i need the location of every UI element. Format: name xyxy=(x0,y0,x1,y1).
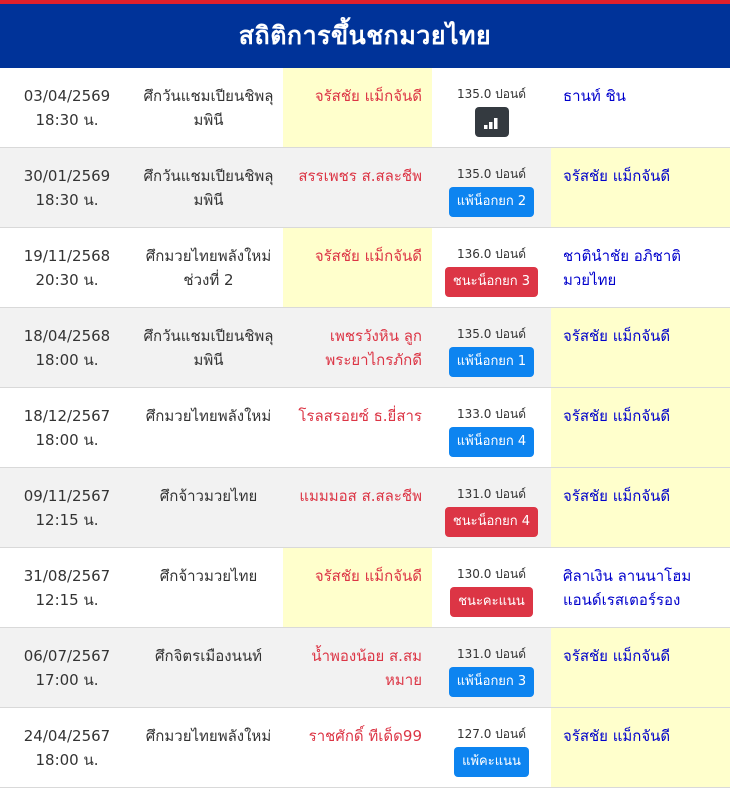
fight-date: 31/08/2567 xyxy=(23,567,111,585)
weight-label: 133.0 ปอนด์ xyxy=(457,407,526,421)
red-corner-fighter[interactable]: สรรเพชร ส.สละชีพ xyxy=(298,167,422,185)
fight-row xyxy=(0,708,730,788)
fight-date: 19/11/2568 xyxy=(23,247,111,265)
fight-row xyxy=(0,308,730,388)
weight-label: 130.0 ปอนด์ xyxy=(457,567,526,581)
fight-date: 03/04/2569 xyxy=(23,87,111,105)
fight-date-cell xyxy=(0,388,134,467)
fight-time: 18:00 น. xyxy=(35,431,99,449)
weight-label: 127.0 ปอนด์ xyxy=(457,727,526,741)
fight-date-cell xyxy=(0,228,134,307)
fight-time: 18:30 น. xyxy=(35,111,99,129)
event-name: ศึกจ้าวมวยไทย xyxy=(159,567,258,585)
result-badge: ชนะคะแนน xyxy=(450,587,533,617)
result-cell xyxy=(432,468,551,547)
red-corner-fighter[interactable]: จรัสชัย แม็กจันดี xyxy=(283,548,432,627)
red-corner-fighter[interactable]: เพชรวังหิน ลูกพระยาไกรภักดี xyxy=(325,327,422,369)
result-badge: ชนะน็อกยก 4 xyxy=(445,507,538,537)
fight-row xyxy=(0,68,730,148)
weight-label: 136.0 ปอนด์ xyxy=(457,247,526,261)
blue-corner-fighter[interactable]: จรัสชัย แม็กจันดี xyxy=(551,388,730,467)
event-name: ศึกวันแชมเปียนชิพลุมพินี xyxy=(143,167,274,209)
blue-corner-fighter[interactable]: จรัสชัย แม็กจันดี xyxy=(551,308,730,387)
result-badge: ชนะน็อกยก 3 xyxy=(445,267,538,297)
event-name: ศึกวันแชมเปียนชิพลุมพินี xyxy=(143,327,274,369)
stats-button[interactable] xyxy=(475,107,509,137)
fight-time: 17:00 น. xyxy=(35,671,99,689)
fight-date: 06/07/2567 xyxy=(23,647,111,665)
bar-chart-icon xyxy=(483,114,501,130)
red-corner-fighter[interactable]: โรลสรอยซ์ ธ.ยี่สาร xyxy=(298,407,422,425)
weight-label: 131.0 ปอนด์ xyxy=(457,487,526,501)
red-corner-fighter[interactable]: ราชศักดิ์ ทีเด็ด99 xyxy=(308,727,422,745)
weight-label: 131.0 ปอนด์ xyxy=(457,647,526,661)
fight-history-table xyxy=(0,68,730,788)
red-corner-fighter[interactable]: แมมมอส ส.สละชีพ xyxy=(299,487,422,505)
event-name: ศึกมวยไทยพลังใหม่ xyxy=(145,727,272,745)
result-cell xyxy=(432,548,551,627)
fight-date: 30/01/2569 xyxy=(23,167,111,185)
blue-corner-fighter[interactable]: ศิลาเงิน ลานนาโฮมแอนด์เรสเตอร์รอง xyxy=(563,567,692,609)
weight-label: 135.0 ปอนด์ xyxy=(457,87,526,101)
fight-date: 24/04/2567 xyxy=(23,727,111,745)
fight-row xyxy=(0,148,730,228)
result-badge: แพ้น็อกยก 1 xyxy=(449,347,534,377)
fight-date-cell xyxy=(0,548,134,627)
result-cell xyxy=(432,148,551,227)
fight-time: 18:00 น. xyxy=(35,351,99,369)
fight-date-cell xyxy=(0,708,134,787)
blue-corner-fighter[interactable]: จรัสชัย แม็กจันดี xyxy=(551,148,730,227)
result-cell xyxy=(432,68,551,147)
fight-time: 20:30 น. xyxy=(35,271,99,289)
event-name: ศึกมวยไทยพลังใหม่ ช่วงที่ 2 xyxy=(145,247,272,289)
event-name: ศึกจิตรเมืองนนท์ xyxy=(155,647,262,665)
fight-date: 18/04/2568 xyxy=(23,327,111,345)
fight-time: 18:30 น. xyxy=(35,191,99,209)
result-cell xyxy=(432,708,551,787)
weight-label: 135.0 ปอนด์ xyxy=(457,167,526,181)
fight-time: 12:15 น. xyxy=(35,591,99,609)
result-badge: แพ้น็อกยก 4 xyxy=(449,427,534,457)
event-name: ศึกมวยไทยพลังใหม่ xyxy=(145,407,272,425)
event-name: ศึกวันแชมเปียนชิพลุมพินี xyxy=(143,87,274,129)
red-corner-fighter[interactable]: น้ำพองน้อย ส.สมหมาย xyxy=(311,647,422,689)
blue-corner-fighter[interactable]: จรัสชัย แม็กจันดี xyxy=(551,708,730,787)
result-badge: แพ้น็อกยก 2 xyxy=(449,187,534,217)
result-badge: แพ้คะแนน xyxy=(454,747,529,777)
fight-row xyxy=(0,388,730,468)
red-corner-fighter[interactable]: จรัสชัย แม็กจันดี xyxy=(283,228,432,307)
fight-date-cell xyxy=(0,628,134,707)
red-corner-fighter[interactable]: จรัสชัย แม็กจันดี xyxy=(283,68,432,147)
blue-corner-fighter[interactable]: ธานท์ ชิน xyxy=(563,87,626,105)
result-cell xyxy=(432,308,551,387)
fight-date-cell xyxy=(0,68,134,147)
fight-date: 09/11/2567 xyxy=(23,487,111,505)
fight-date: 18/12/2567 xyxy=(23,407,111,425)
fight-row xyxy=(0,468,730,548)
blue-corner-fighter[interactable]: จรัสชัย แม็กจันดี xyxy=(551,628,730,707)
fight-time: 12:15 น. xyxy=(35,511,99,529)
blue-corner-fighter[interactable]: จรัสชัย แม็กจันดี xyxy=(551,468,730,547)
fight-row xyxy=(0,628,730,708)
page-header xyxy=(0,4,730,68)
event-name: ศึกจ้าวมวยไทย xyxy=(159,487,258,505)
fight-date-cell xyxy=(0,468,134,547)
result-cell xyxy=(432,628,551,707)
fight-row xyxy=(0,228,730,308)
page-title: สถิติการขึ้นชกมวยไทย xyxy=(238,21,492,50)
fight-date-cell xyxy=(0,308,134,387)
result-cell xyxy=(432,388,551,467)
fight-time: 18:00 น. xyxy=(35,751,99,769)
result-cell xyxy=(432,228,551,307)
fight-row xyxy=(0,548,730,628)
result-badge: แพ้น็อกยก 3 xyxy=(449,667,534,697)
fight-date-cell xyxy=(0,148,134,227)
blue-corner-fighter[interactable]: ชาตินำชัย อภิชาติมวยไทย xyxy=(563,247,682,289)
weight-label: 135.0 ปอนด์ xyxy=(457,327,526,341)
